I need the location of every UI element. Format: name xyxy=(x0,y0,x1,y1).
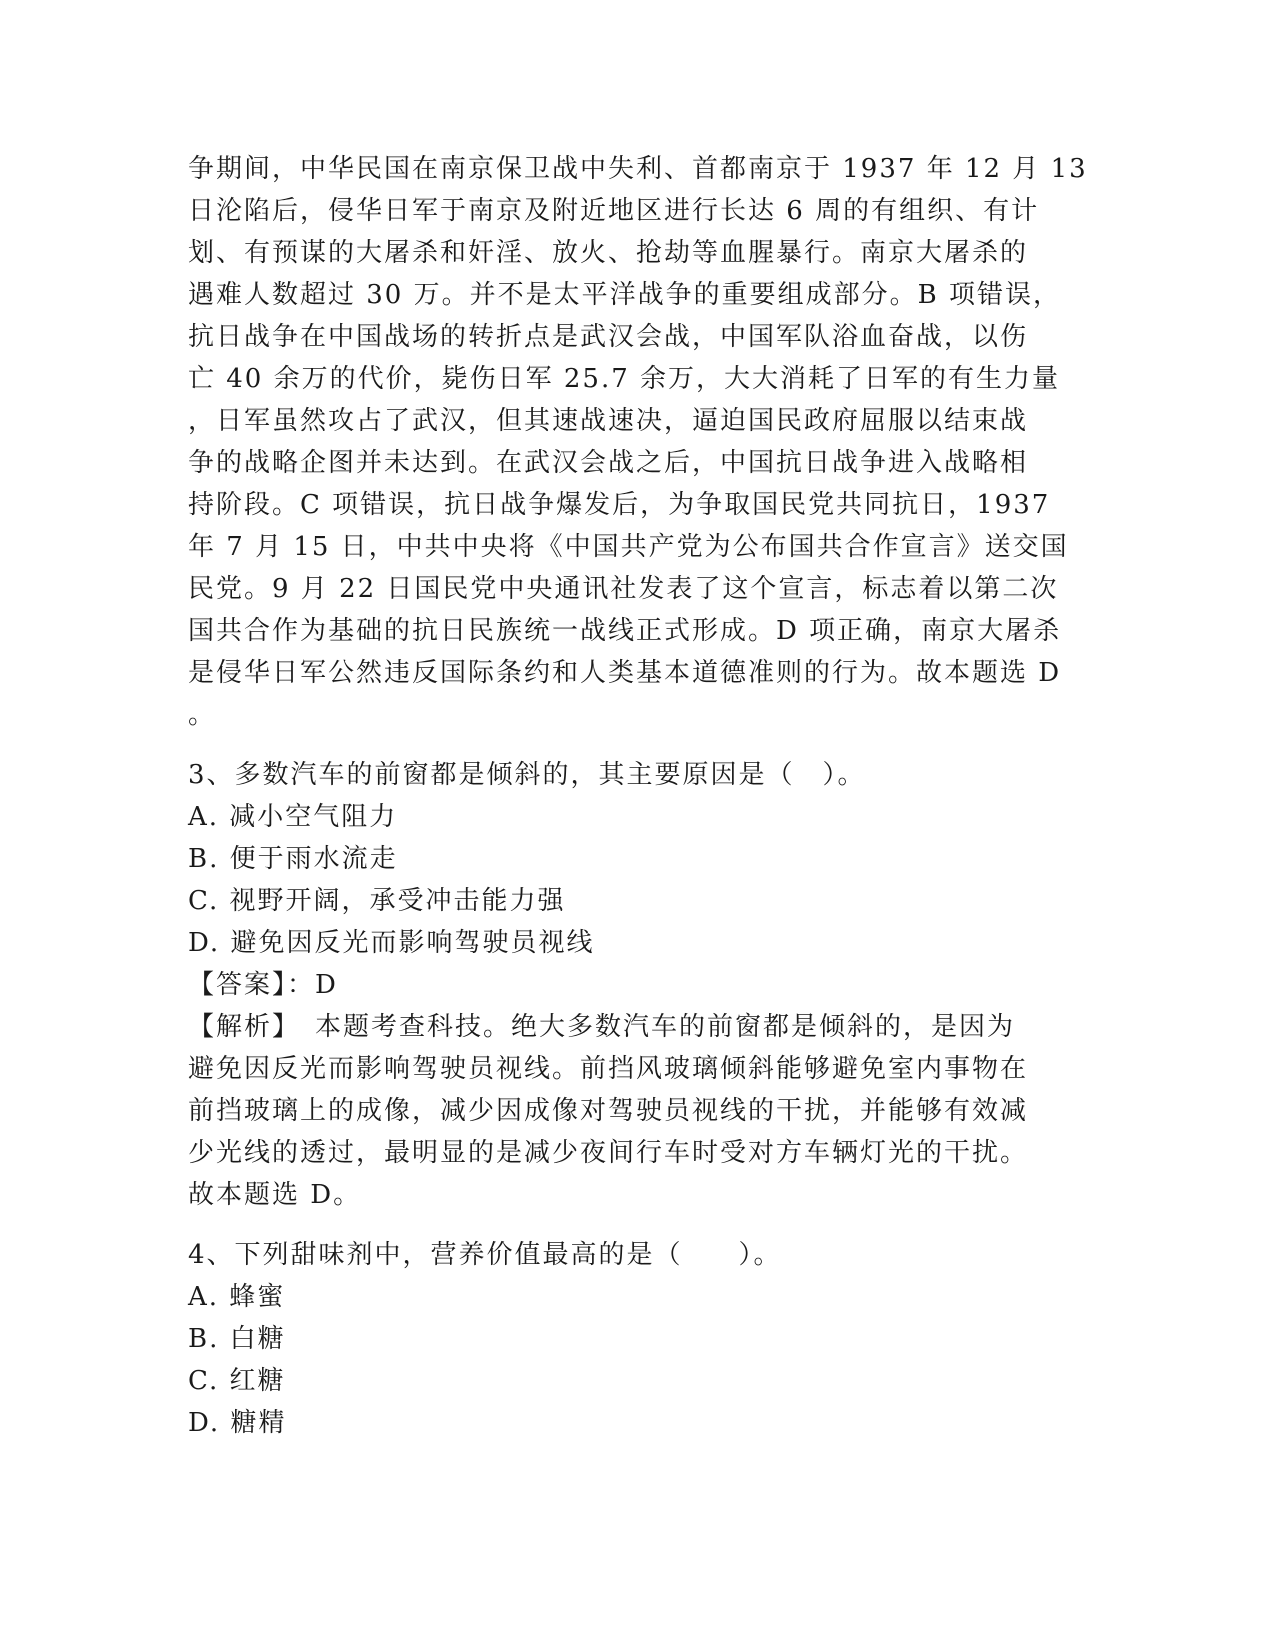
text-line: 日沦陷后，侵华日军于南京及附近地区进行长达 6 周的有组织、有计 xyxy=(188,196,1040,226)
analysis-line: 避免因反光而影响驾驶员视线。前挡风玻璃倾斜能够避免室内事物在 xyxy=(188,1054,1029,1084)
option-a: A. 蜂蜜 xyxy=(188,1282,286,1312)
option-b: B. 白糖 xyxy=(188,1324,286,1354)
document-page xyxy=(188,148,1088,1444)
text-line: 持阶段。C 项错误，抗日战争爆发后，为争取国民党共同抗日，1937 xyxy=(188,490,1051,520)
text-line: 。 xyxy=(188,700,217,730)
option-d: D. 避免因反光而影响驾驶员视线 xyxy=(188,928,595,958)
option-d: D. 糖精 xyxy=(188,1408,287,1438)
previous-explanation xyxy=(188,148,1088,736)
question-stem: 4、下列甜味剂中，营养价值最高的是（ ）。 xyxy=(188,1240,782,1270)
option-c: C. 红糖 xyxy=(188,1366,286,1396)
analysis-line: 前挡玻璃上的成像，减少因成像对驾驶员视线的干扰，并能够有效减 xyxy=(188,1096,1029,1126)
text-line: 亡 40 余万的代价，毙伤日军 25.7 余万，大大消耗了日军的有生力量 xyxy=(188,364,1061,394)
text-line: ，日军虽然攻占了武汉，但其速战速决，逼迫国民政府屈服以结束战 xyxy=(188,406,1029,436)
analysis-line: 少光线的透过，最明显的是减少夜间行车时受对方车辆灯光的干扰。 xyxy=(188,1138,1029,1168)
text-line: 争的战略企图并未达到。在武汉会战之后，中国抗日战争进入战略相 xyxy=(188,448,1029,478)
option-b: B. 便于雨水流走 xyxy=(188,844,398,874)
text-line: 争期间，中华民国在南京保卫战中失利、首都南京于 1937 年 12 月 13 xyxy=(188,154,1088,184)
text-line: 国共合作为基础的抗日民族统一战线正式形成。D 项正确，南京大屠杀 xyxy=(188,616,1062,646)
text-line: 划、有预谋的大屠杀和奸淫、放火、抢劫等血腥暴行。南京大屠杀的 xyxy=(188,238,1029,268)
question-4 xyxy=(188,1234,1088,1444)
answer-line: 【答案】：D xyxy=(188,970,338,1000)
text-line: 民党。9 月 22 日国民党中央通讯社发表了这个宣言，标志着以第二次 xyxy=(188,574,1059,604)
paragraph-gap xyxy=(188,1216,1088,1234)
text-line: 是侵华日军公然违反国际条约和人类基本道德准则的行为。故本题选 D xyxy=(188,658,1062,688)
analysis-line: 【解析】 本题考查科技。绝大多数汽车的前窗都是倾斜的，是因为 xyxy=(188,1012,1016,1042)
paragraph-gap xyxy=(188,736,1088,754)
text-line: 年 7 月 15 日，中共中央将《中国共产党为公布国共合作宣言》送交国 xyxy=(188,532,1069,562)
question-3 xyxy=(188,754,1088,1216)
text-line: 抗日战争在中国战场的转折点是武汉会战，中国军队浴血奋战，以伤 xyxy=(188,322,1029,352)
option-a: A. 减小空气阻力 xyxy=(188,802,398,832)
question-stem: 3、多数汽车的前窗都是倾斜的，其主要原因是（ ）。 xyxy=(188,760,866,790)
text-line: 遇难人数超过 30 万。并不是太平洋战争的重要组成部分。B 项错误， xyxy=(188,280,1061,310)
analysis-line: 故本题选 D。 xyxy=(188,1180,362,1210)
option-c: C. 视野开阔，承受冲击能力强 xyxy=(188,886,566,916)
